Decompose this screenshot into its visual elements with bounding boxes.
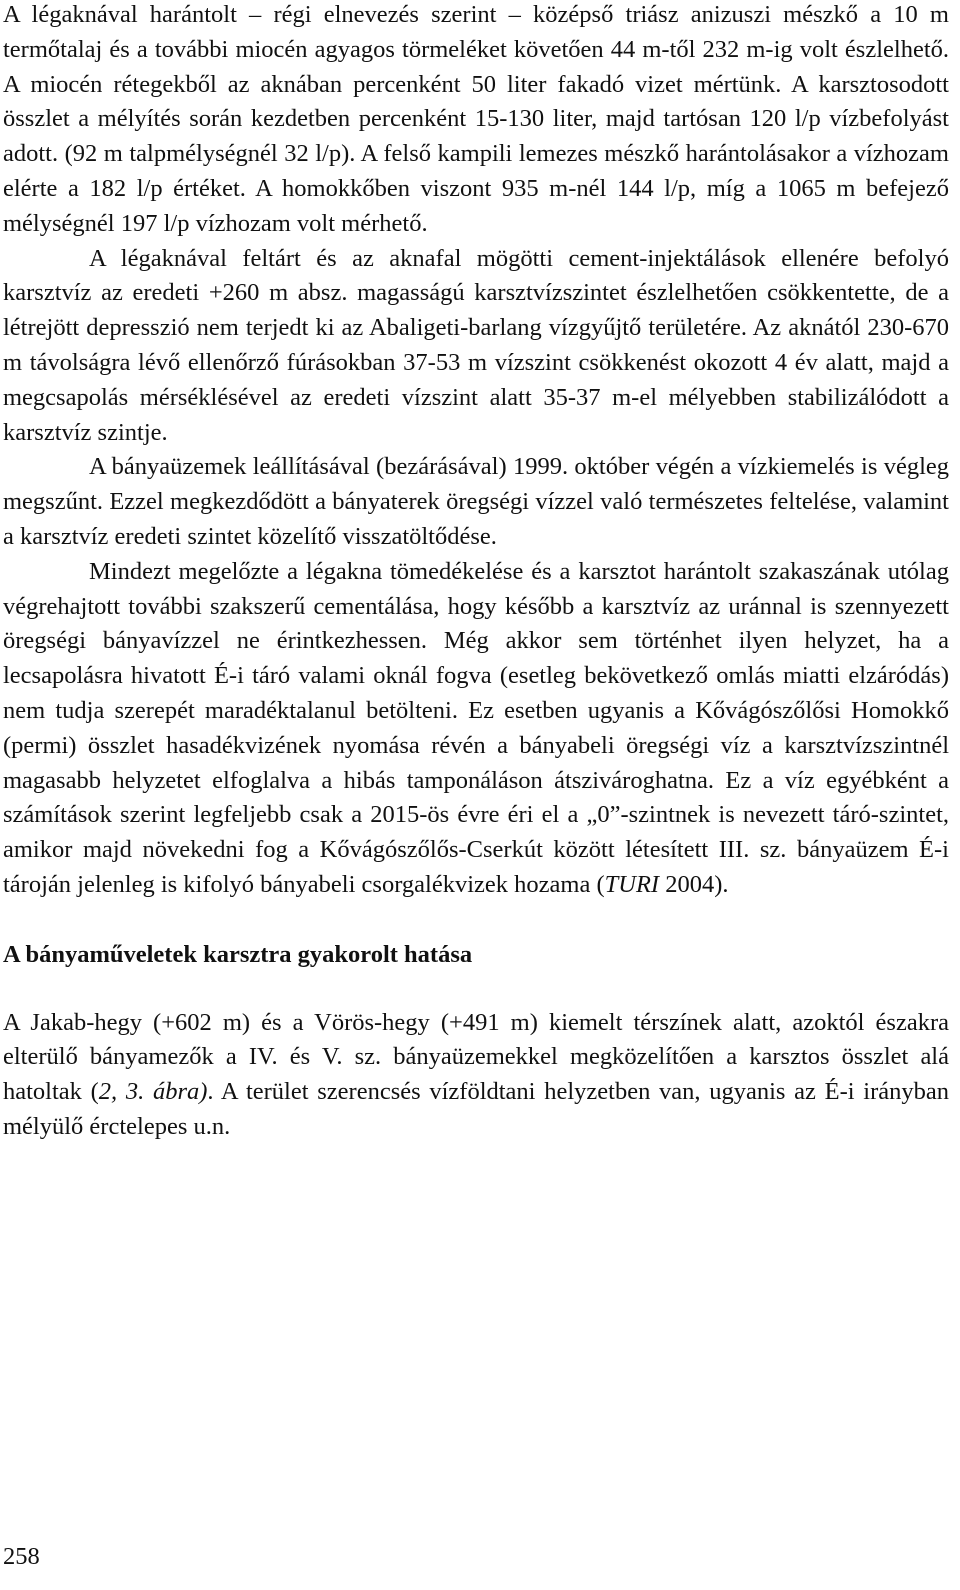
paragraph-1: A légaknával harántolt – régi elnevezés szerint – középső triász anizuszi mészkő a 10 m termőtalaj és a további miocén agyagos törmeléket követően 44 m-től 232 m-ig volt észlelhető. A miocén rétegekből az aknában percenként 50 liter fakadó vizet mértünk. A karsztosodott összlet a mélyítés során kezdetben percenként 15-130 liter, majd tartósan 120 l/p vízbefolyást adott. (92 m talpmélységnél 32 l/p). A felső kampili lemezes mészkő harántolásakor a vízhozam elérte a 182 l/p értéket. A homokkőben viszont 935 m-nél 144 l/p, míg a 1065 m befejező mélységnél 197 l/p vízhozam volt mérhető.: [3, 1, 949, 237]
figure-reference: 2, 3. ábra): [98, 1078, 208, 1106]
paragraph-4: [3, 555, 949, 903]
paragraph-4-end: 2004).: [659, 870, 729, 898]
paragraph-5: [3, 1006, 949, 1145]
paragraph-2: A légaknával feltárt és az aknafal mögötti cement-injektálások ellenére befolyó karsztvíz az eredeti +260 m absz. magasságú karsztvízszintet észlelhetően csökkentette, de a létrejött depresszió nem terjedt ki az Abaligeti-barlang vízgyűjtő területére. Az aknától 230-670 m távolságra lévő ellenőrző fúrásokban 37-53 m vízszint csökkenést okozott 4 év alatt, majd a megcsapolás mérséklésével az eredeti vízszint alatt 35-37 m-el mélyebben stabilizálódott a karsztvíz szintje.: [3, 244, 949, 446]
body-text: [3, 0, 949, 1145]
paragraph-5-text: A Jakab-hegy (+602 m) és a Vörös-hegy (+491 m) kiemelt térszínek alatt, azoktól északra elterülő bányamezők a IV. és V. sz. bányaüzemekkel megközelítően a karsztos összlet alá hatoltak (: [3, 1008, 949, 1106]
paragraph-5-end: . A terület szerencsés vízföldtani helyzetben van, ugyanis az É-i irányban mélyülő érctelepes u.n.: [3, 1078, 949, 1140]
section-heading: A bányaműveletek karsztra gyakorolt hatása: [3, 940, 473, 968]
page-number: 258: [3, 1543, 40, 1570]
author-citation: TURI: [604, 870, 660, 898]
paragraph-4-text: Mindezt megelőzte a légakna tömedékelése és a karsztot harántolt szakaszának utólag végrehajtott további szakszerű cementálása, hogy később a karsztvíz az uránnal is szennyezett öregségi bányavízzel ne érintkezhessen. Még akkor sem történhet ilyen helyzet, ha a lecsapolásra hivatott É-i táró valami oknál fogva (esetleg bekövetkező omlás miatti elzáródás) nem tudja szerepét maradéktalanul betölteni. Ez esetben ugyanis a Kővágószőlősi Homokkő (permi) összlet hasadékvizének nyomása révén a bányabeli öregségi víz a karsztvízszintnél magasabb helyzetet elfoglalva a hibás tamponáláson átszivároghatna. Ez a víz egyébként a számítások szerint legfeljebb csak a 2015-ös évre éri el a „0”-szintnek is nevezett táró-szintet, amikor majd növekedni fog a Kővágószőlős-Cserkút között létesített III. sz. bányaüzem É-i tároján jelenleg is kifolyó bányabeli csorgalékvizek hozama (: [3, 557, 949, 898]
paragraph-3: A bányaüzemek leállításával (bezárásával) 1999. október végén a vízkiemelés is végleg megszűnt. Ezzel megkezdődött a bányaterek öregségi vízzel való természetes feltelése, valamint a karsztvíz eredeti szintet közelítő visszatöltődése.: [3, 453, 949, 550]
